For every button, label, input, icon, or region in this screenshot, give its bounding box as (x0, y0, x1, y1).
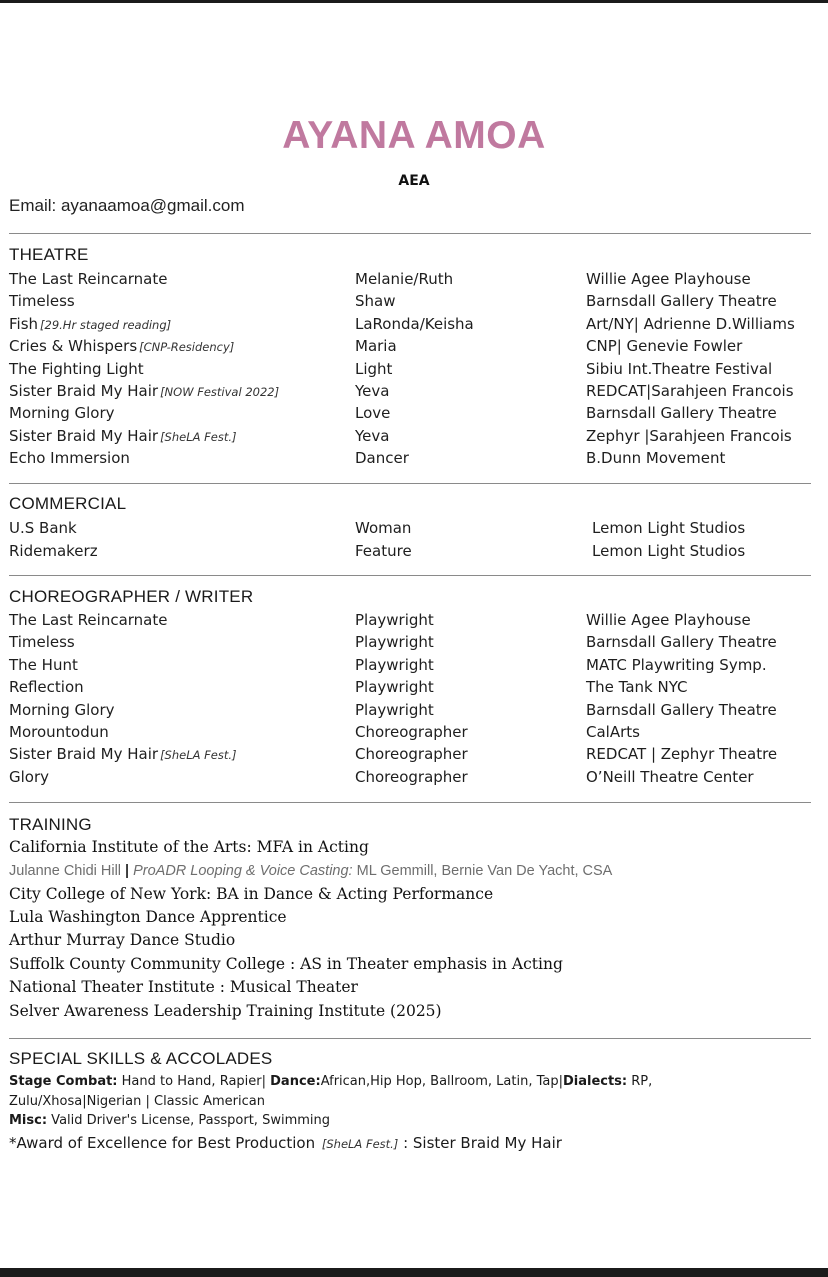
credit-row (0, 449, 828, 471)
credit-role: Playwright (355, 655, 434, 674)
credit-role: Melanie/Ruth (355, 270, 454, 288)
credit-role: Choreographer (355, 767, 468, 786)
coach-course: ProADR Looping & Voice Casting: (133, 863, 353, 879)
credit-venue: Barnsdall Gallery Theatre (586, 404, 777, 423)
credit-title (9, 449, 130, 467)
top-border (0, 0, 828, 3)
credit-title (9, 678, 84, 696)
dance-label: Dance: (270, 1074, 321, 1089)
credit-role: Playwright (355, 700, 434, 719)
commercial-heading: COMMERCIAL (9, 494, 127, 513)
combat-label: Stage Combat: (9, 1074, 118, 1089)
credit-row (0, 542, 828, 564)
credit-row (0, 768, 828, 790)
misc-value: Valid Driver's License, Passport, Swimming (47, 1113, 330, 1128)
credit-role: Love (355, 404, 391, 423)
credit-row (0, 723, 828, 745)
actor-name: AYANA AMOA (282, 114, 546, 157)
skills-heading: SPECIAL SKILLS & ACCOLADES (9, 1049, 273, 1068)
credit-venue: Art/NY| Adrienne D.Williams (586, 314, 795, 333)
credit-venue: O’Neill Theatre Center (586, 767, 754, 786)
credit-venue: Sibiu Int.Theatre Festival (586, 359, 773, 378)
credit-title (9, 404, 115, 422)
production-title: Morountodun (9, 723, 109, 741)
credit-role: Playwright (355, 611, 434, 629)
production-title: Timeless (9, 292, 75, 311)
dialects-value: RP, (627, 1074, 653, 1089)
credit-row (0, 519, 828, 541)
credit-venue: Lemon Light Studios (592, 541, 746, 560)
credit-row (0, 678, 828, 700)
credit-role: Yeva (355, 382, 390, 400)
credit-title (9, 723, 109, 741)
credit-role: Choreographer (355, 723, 468, 741)
section-divider (9, 575, 811, 576)
misc-label: Misc: (9, 1113, 48, 1128)
production-title: U.S Bank (9, 519, 77, 537)
credit-title (9, 633, 75, 651)
credit-title (9, 611, 167, 629)
credit-title (9, 292, 75, 310)
coach-name: Julanne Chidi Hill (9, 863, 122, 879)
training-item: Selver Awareness Leadership Training Institute (2025) (9, 1002, 442, 1020)
union-affiliation: AEA (398, 173, 430, 189)
production-note: [SheLA Fest.] (160, 748, 237, 763)
production-note: [CNP-Residency] (139, 340, 235, 355)
production-note: [NOW Festival 2022] (160, 385, 280, 399)
credit-row (0, 701, 828, 723)
credit-role: LaRonda/Keisha (355, 314, 474, 333)
training-item: National Theater Institute : Musical Theater (9, 978, 358, 996)
credit-title (9, 542, 98, 560)
credit-role: Shaw (355, 292, 396, 311)
combat-value: Hand to Hand, Rapier| (117, 1074, 271, 1089)
credit-role: Light (355, 359, 393, 378)
dance-value: African,Hip Hop, Ballroom, Latin, Tap| (320, 1074, 563, 1089)
credit-row (0, 633, 828, 655)
credit-title (9, 382, 279, 400)
credit-role: Playwright (355, 633, 434, 652)
training-item: Lula Washington Dance Apprentice (9, 908, 287, 926)
credit-title (9, 519, 77, 537)
credit-venue: Barnsdall Gallery Theatre (586, 292, 777, 311)
production-title: The Last Reincarnate (9, 270, 168, 288)
section-divider (9, 233, 811, 234)
credit-venue: Barnsdall Gallery Theatre (586, 700, 777, 719)
credit-title (9, 360, 144, 378)
credit-row (0, 745, 828, 767)
production-title: Morning Glory (9, 700, 115, 719)
bottom-border (0, 1268, 828, 1277)
award-note: [SheLA Fest.] (321, 1137, 399, 1151)
production-title: The Fighting Light (9, 359, 144, 378)
credit-venue: REDCAT|Sarahjeen Francois (586, 382, 794, 400)
production-title: Sister Braid My Hair (9, 382, 159, 400)
production-title: Reflection (9, 678, 84, 697)
credit-title (9, 701, 115, 719)
training-item: California Institute of the Arts: MFA in Acting (9, 838, 369, 856)
production-title: Glory (9, 767, 50, 786)
credit-venue: Willie Agee Playhouse (586, 270, 751, 288)
credit-venue: Lemon Light Studios (592, 519, 746, 537)
credit-venue: The Tank NYC (586, 678, 688, 697)
credit-role: Playwright (355, 678, 434, 697)
credit-row (0, 292, 828, 314)
credit-venue: REDCAT | Zephyr Theatre (586, 745, 778, 764)
section-divider (9, 483, 811, 484)
credit-role: Woman (355, 519, 412, 537)
credit-row (0, 337, 828, 359)
production-title: The Hunt (9, 655, 78, 674)
choreographer-heading: CHOREOGRAPHER / WRITER (9, 587, 254, 606)
training-item: Arthur Murray Dance Studio (9, 931, 236, 949)
dialects-label: Dialects: (562, 1074, 628, 1089)
credit-title (9, 270, 167, 288)
skills-line (9, 1074, 652, 1089)
credit-title (9, 337, 234, 355)
production-title: Cries & Whispers (9, 337, 138, 356)
credit-venue: Zephyr |Sarahjeen Francois (586, 426, 792, 445)
credit-venue: Barnsdall Gallery Theatre (586, 633, 777, 652)
credit-title (9, 768, 49, 786)
production-note: [SheLA Fest.] (160, 429, 237, 444)
production-title: Fish (9, 314, 39, 333)
award-suffix: : Sister Braid My Hair (398, 1134, 562, 1152)
credit-venue: MATC Playwriting Symp. (586, 655, 767, 674)
credit-row (0, 404, 828, 426)
training-item: City College of New York: BA in Dance & Acting Performance (9, 885, 494, 903)
credit-row (0, 382, 828, 404)
credit-row (0, 270, 828, 292)
credit-title (9, 656, 78, 674)
production-title: The Last Reincarnate (9, 611, 168, 629)
credit-row (0, 611, 828, 633)
production-title: Ridemakerz (9, 541, 98, 560)
credit-title (9, 427, 236, 445)
credit-row (0, 315, 828, 337)
credit-venue: CNP| Genevie Fowler (586, 337, 743, 356)
training-item: Suffolk County Community College : AS in Theater emphasis in Acting (9, 955, 563, 973)
credit-venue: CalArts (586, 723, 640, 741)
coach-instructors: ML Gemmill, Bernie Van De Yacht, CSA (356, 863, 613, 879)
credit-row (0, 656, 828, 678)
credit-role: Dancer (355, 449, 409, 468)
credit-title (9, 315, 171, 333)
production-title: Sister Braid My Hair (9, 426, 159, 445)
production-title: Morning Glory (9, 404, 115, 423)
production-title: Echo Immersion (9, 449, 130, 468)
credit-venue: Willie Agee Playhouse (586, 611, 751, 629)
section-divider (9, 1038, 811, 1039)
theatre-heading: THEATRE (9, 245, 89, 264)
credit-venue: B.Dunn Movement (586, 449, 726, 468)
email-contact: Email: ayanaamoa@gmail.com (9, 196, 245, 215)
training-coach-line (9, 863, 612, 879)
production-title: Sister Braid My Hair (9, 745, 159, 764)
credit-role: Yeva (355, 426, 390, 445)
credit-role: Feature (355, 541, 412, 560)
dialects-continued: Zulu/Xhosa|Nigerian | Classic American (9, 1094, 265, 1109)
coach-separator: | (125, 863, 130, 879)
section-divider (9, 802, 811, 803)
misc-line (9, 1113, 330, 1128)
award-line (9, 1134, 562, 1152)
credit-row (0, 360, 828, 382)
award-prefix: *Award of Excellence for Best Production (9, 1134, 320, 1152)
production-title: Timeless (9, 633, 75, 652)
credit-role: Choreographer (355, 745, 468, 764)
credit-row (0, 427, 828, 449)
credit-role: Maria (355, 337, 397, 356)
credit-title (9, 745, 236, 763)
training-heading: TRAINING (9, 815, 92, 834)
production-note: [29.Hr staged reading] (40, 317, 172, 332)
